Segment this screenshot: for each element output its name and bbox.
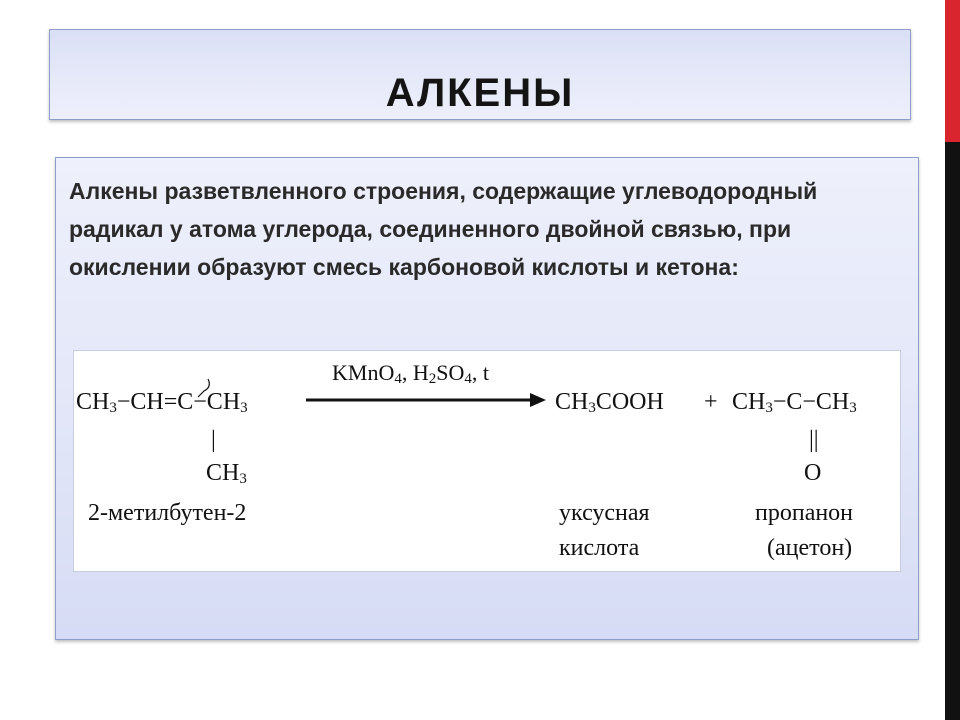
cond-sub: 2 [428,371,437,387]
body-text: Алкены разветвленного строения, содержащие углеводородный радикал у атома углерода, соединенного двойной связью, при окислении образуют смесь карбоновой кислоты и кетона: [69,178,818,280]
product2-name-line1: пропанон [755,500,854,526]
product1-name-line2: кислота [559,535,640,561]
p1-sub: 3 [588,400,596,416]
cond-h: , H [401,360,429,385]
p1-cooh: COOH [595,389,664,415]
branch-group [206,459,247,487]
carbonyl-oxygen: O [804,460,822,486]
reaction-arrow [304,391,549,409]
branch-ch: CH [206,460,240,486]
product-acetic-acid [555,388,664,416]
p2-c: −C−CH [772,389,850,415]
reactant-sub: 3 [109,400,117,416]
reactant-c: C−CH [177,389,241,415]
cond-o: O [378,360,395,385]
cond-kmn: KMn [332,360,379,385]
p2-ch: CH [732,389,766,415]
reaction-panel [73,350,901,572]
reactant-ch: −CH [116,389,164,415]
reactant-ch3: CH [76,389,110,415]
cond-t: , t [471,360,489,385]
plus-sign: + [704,389,718,415]
product-acetone [732,388,857,416]
reactant-name: 2-метилбутен-2 [88,500,247,526]
reactant-sub: 3 [240,400,248,416]
bond-cleavage-mark [194,377,214,399]
reactant-formula [76,388,248,416]
branch-bond: | [211,427,216,453]
product2-name-line2: (ацетон) [767,535,853,561]
slide-title: АЛКЕНЫ [385,71,575,115]
p1-ch: CH [555,389,589,415]
cond-sub: 4 [394,371,402,387]
p2-sub: 3 [765,400,773,416]
double-bond: = [163,389,178,415]
reaction-conditions [332,359,489,387]
cond-sub: 4 [464,371,472,387]
cond-so: SO [436,360,465,385]
p2-sub: 3 [849,400,857,416]
branch-sub: 3 [239,471,247,487]
carbonyl-double-bond: || [809,427,819,453]
product1-name-line1: уксусная [559,500,650,526]
